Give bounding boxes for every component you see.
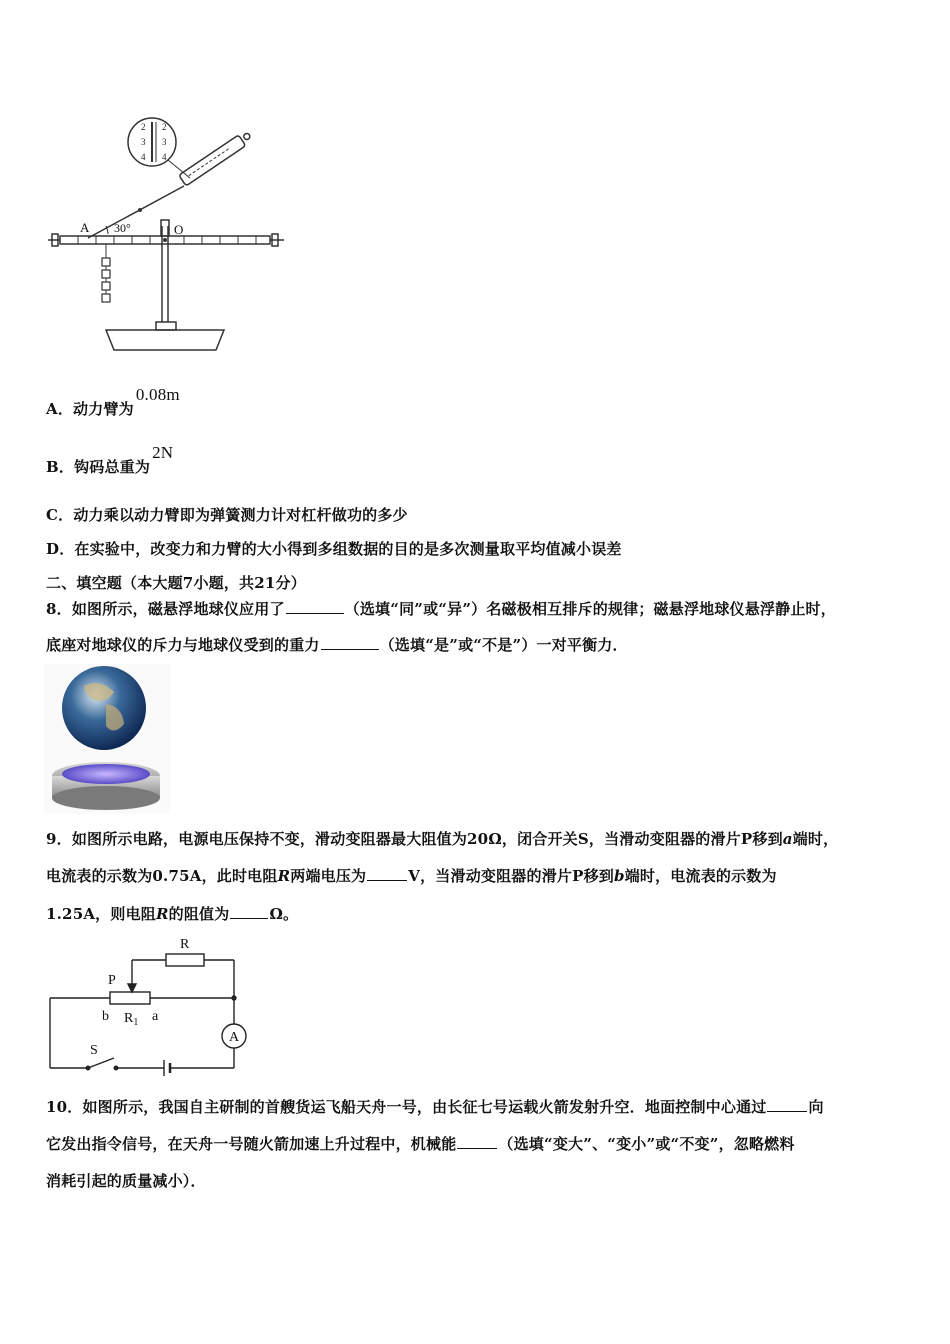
answer-blank[interactable] — [286, 599, 344, 614]
ammeter-label: A — [229, 1030, 240, 1045]
q9-line2 — [46, 865, 777, 886]
circuit-label-p: P — [108, 973, 116, 988]
circuit-diagram — [44, 930, 254, 1076]
q10-text: 向 — [808, 1098, 824, 1116]
option-b — [46, 443, 174, 477]
option-d: D．在实验中，改变力和力臂的大小得到多组数据的目的是多次测量取平均值减小误差 — [46, 540, 622, 558]
scale-digit: 3 — [162, 137, 167, 147]
scale-digit: 2 — [162, 122, 167, 132]
circuit-label-r1-sub: 1 — [133, 1017, 139, 1028]
scale-digit: 2 — [141, 122, 146, 132]
q9-line3 — [46, 903, 298, 924]
q9-line1 — [46, 828, 838, 849]
q9-text: 端时，电流表的示数为 — [624, 867, 777, 885]
circuit-label-r: R — [180, 937, 190, 952]
option-b-text: B．钩码总重为 — [46, 458, 151, 476]
option-b-formula: 2N — [152, 443, 174, 462]
q9-text: Ω。 — [269, 905, 299, 923]
q8-text: （选填“是”或“不是”）一对平衡力． — [379, 636, 628, 654]
answer-blank[interactable] — [767, 1097, 807, 1112]
option-a — [46, 385, 180, 419]
q9-var: b — [613, 867, 625, 885]
q9-text: 9．如图所示电路，电源电压保持不变，滑动变阻器最大阻值为20Ω，闭合开关S，当滑动变阻器的滑片P移到 — [46, 830, 783, 848]
q8-text: （选填“同”或“异”）名磁极相互排斥的规律；磁悬浮地球仪悬浮静止时， — [344, 600, 836, 618]
option-a-text: A．动力臂为 — [46, 400, 134, 418]
q10-text: （选填“变大”、“变小”或“不变”，忽略燃料 — [498, 1135, 795, 1153]
circuit-label-r1-main: R — [124, 1011, 134, 1026]
lever-experiment-figure — [44, 108, 294, 358]
maglev-globe-image — [44, 664, 170, 814]
lever-label-a: A — [80, 220, 90, 235]
q9-var: R — [277, 867, 291, 885]
q8-text: 底座对地球仪的斥力与地球仪受到的重力 — [46, 636, 320, 654]
q9-text: 两端电压为 — [290, 867, 367, 885]
scale-digit: 3 — [141, 137, 146, 147]
q10-text: 10．如图所示，我国自主研制的首艘货运飞船天舟一号，由长征七号运载火箭发射升空．地面控制中心通过 — [46, 1098, 767, 1116]
scale-digit: 4 — [141, 152, 146, 162]
q9-text: 端时， — [792, 830, 839, 848]
q10-text: 它发出指令信号，在天舟一号随火箭加速上升过程中，机械能 — [46, 1135, 457, 1153]
lever-label-o: O — [174, 222, 184, 237]
q10-line3: 消耗引起的质量减小）． — [46, 1172, 206, 1190]
q9-text: V，当滑动变阻器的滑片P移到 — [408, 867, 614, 885]
q10-line1 — [46, 1096, 824, 1117]
circuit-label-s: S — [90, 1043, 98, 1058]
q8-line2 — [46, 634, 628, 655]
q9-var: a — [782, 830, 793, 848]
answer-blank[interactable] — [230, 904, 268, 919]
q9-text: 电流表的示数为0.75A，此时电阻 — [46, 867, 278, 885]
circuit-label-r1 — [124, 1011, 138, 1028]
q8-text: 8．如图所示，磁悬浮地球仪应用了 — [46, 600, 285, 618]
q9-text: 1.25A，则电阻 — [46, 905, 156, 923]
circuit-label-b: b — [102, 1009, 109, 1024]
q9-text: 的阻值为 — [168, 905, 230, 923]
q8-line1 — [46, 598, 836, 619]
q10-line2 — [46, 1133, 795, 1154]
option-a-formula: 0.08m — [135, 385, 180, 404]
q9-var: R — [155, 905, 169, 923]
lever-angle-label: 30° — [114, 221, 131, 235]
answer-blank[interactable] — [321, 635, 379, 650]
circuit-label-a: a — [152, 1009, 159, 1024]
scale-digit: 4 — [162, 152, 167, 162]
section-title: 二、填空题（本大题7小题，共21分） — [46, 574, 306, 592]
answer-blank[interactable] — [457, 1134, 497, 1149]
answer-blank[interactable] — [367, 866, 407, 881]
option-c: C．动力乘以动力臂即为弹簧测力计对杠杆做功的多少 — [46, 506, 408, 524]
